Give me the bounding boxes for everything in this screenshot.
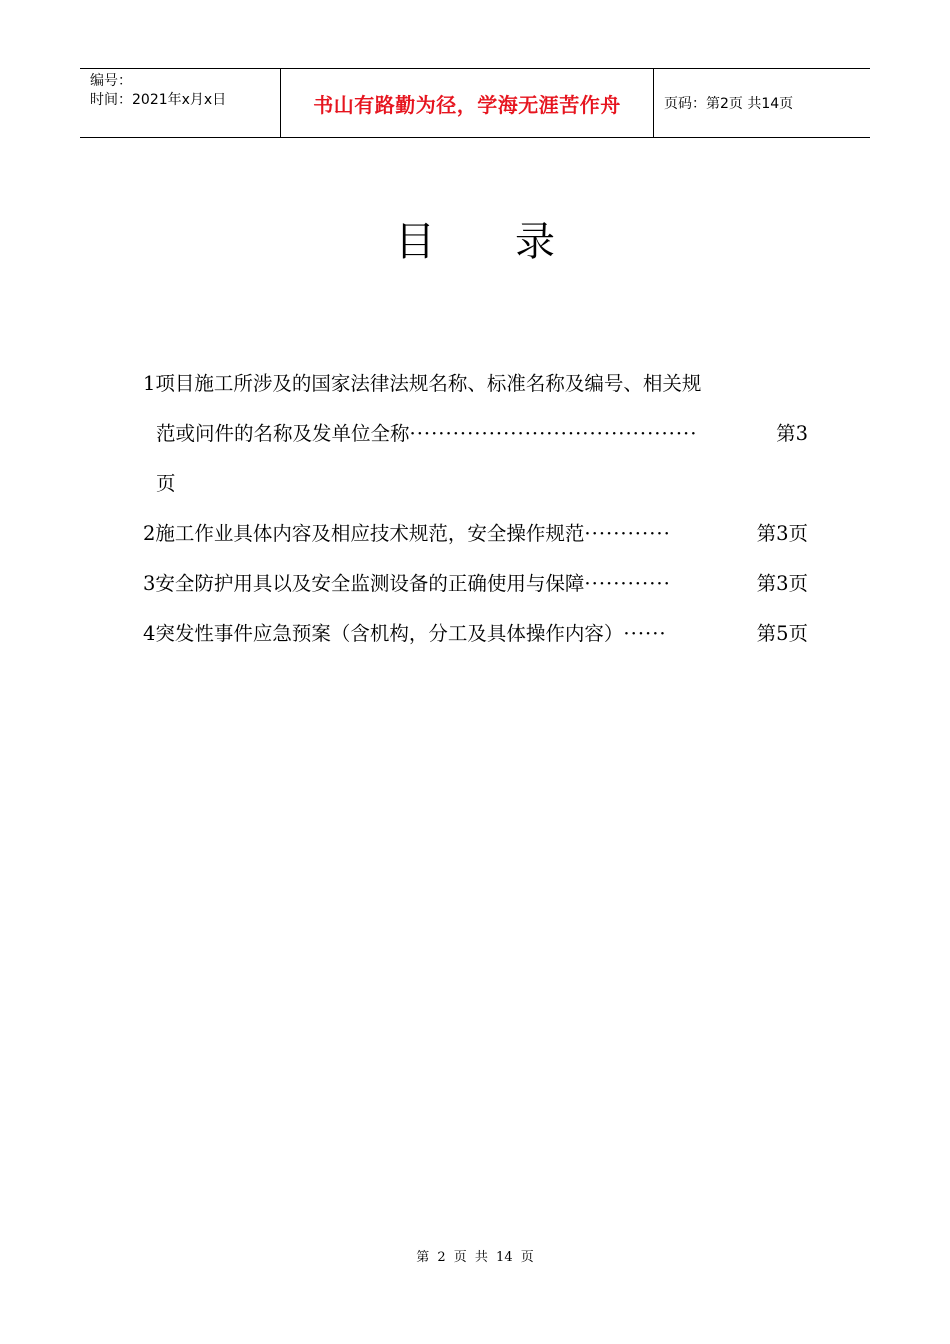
- toc-item-2: [143, 516, 808, 566]
- page-header: [80, 68, 870, 138]
- toc-item-4-text: 4突发性事件应急预案（含机构，分工及具体操作内容）: [143, 622, 624, 645]
- page-title: 目录: [395, 219, 635, 265]
- page-footer: 第 2 页 共 14 页: [416, 1250, 534, 1265]
- doc-date: 时间：2021年x月x日: [90, 92, 227, 108]
- toc-item-2-page: 第3页: [756, 522, 808, 545]
- toc-item-2-text: 2施工作业具体内容及相应技术规范，安全操作规范: [143, 522, 585, 545]
- toc-item-1-text: 范或问件的名称及发单位全称: [156, 422, 410, 445]
- toc-item-2-leader: ············: [584, 522, 671, 545]
- toc-item-4: [143, 616, 808, 666]
- doc-number-label: 编号：: [90, 73, 132, 89]
- toc-item-3: [143, 566, 808, 616]
- toc-item-1-page: 第3: [776, 422, 808, 445]
- toc-item-3-text: 3安全防护用具以及安全监测设备的正确使用与保障: [143, 572, 585, 595]
- toc-item-1-leader: ········································: [409, 422, 698, 445]
- table-of-contents: [143, 366, 808, 666]
- toc-item-1-line-2: [143, 416, 808, 466]
- toc-item-3-leader: ············: [584, 572, 671, 595]
- header-motto: 书山有路勤为径，学海无涯苦作舟: [281, 69, 654, 137]
- toc-item-1-line-3: 页: [156, 472, 176, 495]
- toc-item-4-leader: ······: [623, 622, 667, 645]
- toc-item-1-line-1: 1项目施工所涉及的国家法律法规名称、标准名称及编号、相关规: [143, 372, 702, 395]
- toc-item-4-page: 第5页: [756, 622, 808, 645]
- toc-item-3-page: 第3页: [756, 572, 808, 595]
- header-page-info: 页码：第2页 共14页: [664, 96, 794, 112]
- header-meta: [80, 69, 281, 137]
